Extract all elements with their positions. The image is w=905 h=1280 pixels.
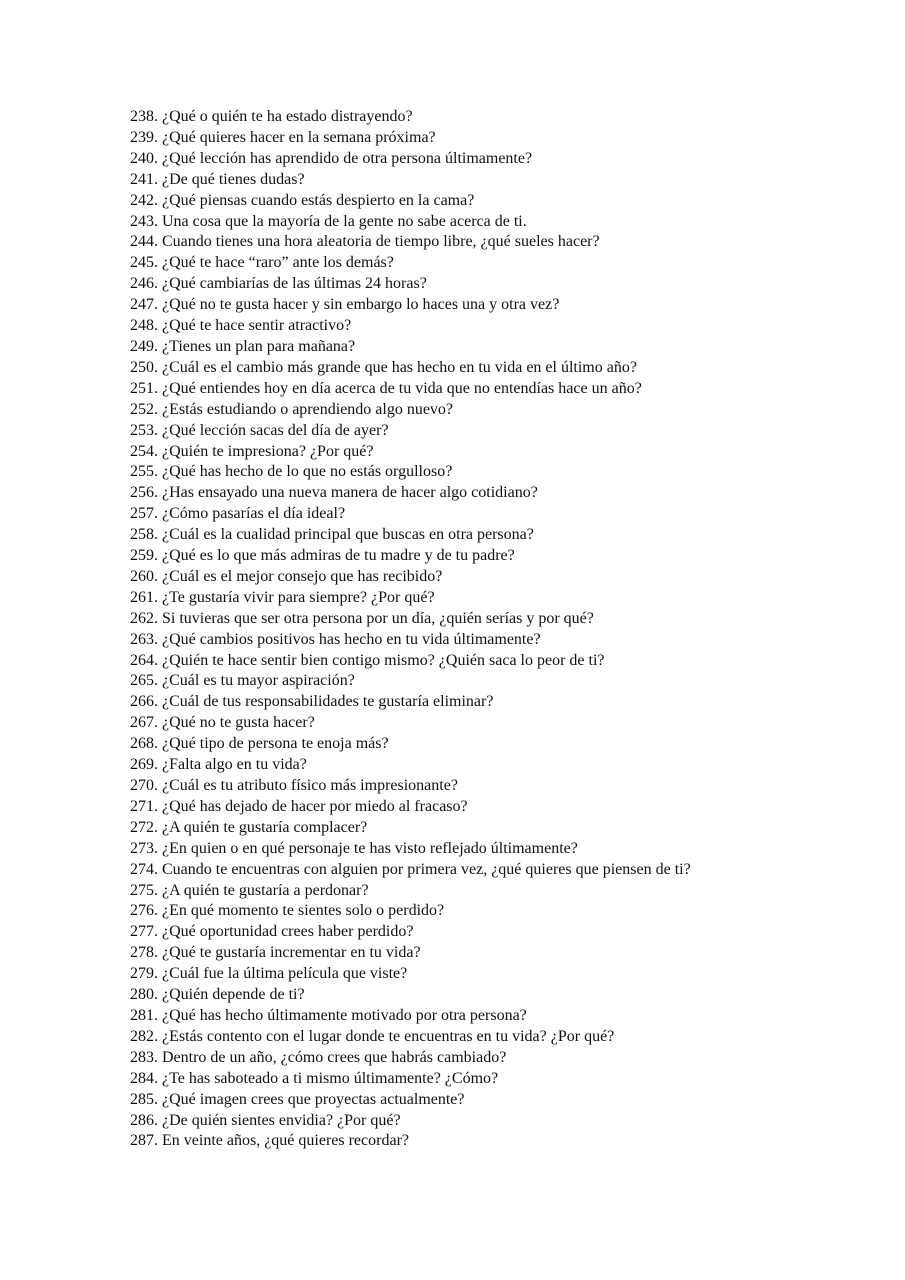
list-item: 247. ¿Qué no te gusta hacer y sin embargo lo haces una y otra vez? bbox=[130, 296, 560, 314]
list-item: 262. Si tuvieras que ser otra persona por un día, ¿quién serías y por qué? bbox=[130, 609, 594, 627]
list-item: 240. ¿Qué lección has aprendido de otra persona últimamente? bbox=[130, 149, 533, 167]
list-item: 274. Cuando te encuentras con alguien por primera vez, ¿qué quieres que piensen de ti? bbox=[130, 860, 691, 878]
list-item: 285. ¿Qué imagen crees que proyectas actualmente? bbox=[130, 1090, 465, 1108]
list-item: 258. ¿Cuál es la cualidad principal que buscas en otra persona? bbox=[130, 526, 534, 544]
list-item: 252. ¿Estás estudiando o aprendiendo algo nuevo? bbox=[130, 400, 454, 418]
list-item: 249. ¿Tienes un plan para mañana? bbox=[130, 337, 356, 355]
list-item: 276. ¿En qué momento te sientes solo o perdido? bbox=[130, 902, 445, 920]
list-item: 273. ¿En quien o en qué personaje te has visto reflejado últimamente? bbox=[130, 839, 578, 857]
list-item: 260. ¿Cuál es el mejor consejo que has recibido? bbox=[130, 567, 443, 585]
list-item: 281. ¿Qué has hecho últimamente motivado por otra persona? bbox=[130, 1006, 527, 1024]
list-item: 277. ¿Qué oportunidad crees haber perdido? bbox=[130, 923, 414, 941]
list-item: 271. ¿Qué has dejado de hacer por miedo al fracaso? bbox=[130, 797, 468, 815]
list-item: 251. ¿Qué entiendes hoy en día acerca de tu vida que no entendías hace un año? bbox=[130, 379, 642, 397]
list-item: 242. ¿Qué piensas cuando estás despierto en la cama? bbox=[130, 191, 475, 209]
list-item: 280. ¿Quién depende de ti? bbox=[130, 986, 305, 1004]
list-item: 243. Una cosa que la mayoría de la gente no sabe acerca de ti. bbox=[130, 212, 527, 230]
list-item: 259. ¿Qué es lo que más admiras de tu madre y de tu padre? bbox=[130, 547, 515, 565]
list-item: 253. ¿Qué lección sacas del día de ayer? bbox=[130, 421, 389, 439]
list-item: 263. ¿Qué cambios positivos has hecho en tu vida últimamente? bbox=[130, 630, 541, 648]
list-item: 287. En veinte años, ¿qué quieres recordar? bbox=[130, 1132, 409, 1150]
list-item: 238. ¿Qué o quién te ha estado distrayendo? bbox=[130, 108, 413, 125]
list-item: 278. ¿Qué te gustaría incrementar en tu vida? bbox=[130, 944, 421, 962]
list-item: 244. Cuando tienes una hora aleatoria de tiempo libre, ¿qué sueles hacer? bbox=[130, 233, 600, 251]
list-item: 255. ¿Qué has hecho de lo que no estás orgulloso? bbox=[130, 463, 453, 481]
list-item: 241. ¿De qué tienes dudas? bbox=[130, 170, 305, 188]
list-item: 272. ¿A quién te gustaría complacer? bbox=[130, 818, 368, 836]
list-item: 254. ¿Quién te impresiona? ¿Por qué? bbox=[130, 442, 374, 460]
list-item: 283. Dentro de un año, ¿cómo crees que habrás cambiado? bbox=[130, 1048, 507, 1066]
question-list bbox=[130, 107, 691, 1152]
list-item: 265. ¿Cuál es tu mayor aspiración? bbox=[130, 672, 355, 690]
list-item: 246. ¿Qué cambiarías de las últimas 24 horas? bbox=[130, 275, 427, 293]
list-item: 257. ¿Cómo pasarías el día ideal? bbox=[130, 505, 346, 523]
list-item: 269. ¿Falta algo en tu vida? bbox=[130, 756, 307, 774]
list-item: 284. ¿Te has saboteado a ti mismo últimamente? ¿Cómo? bbox=[130, 1069, 499, 1087]
list-item: 282. ¿Estás contento con el lugar donde te encuentras en tu vida? ¿Por qué? bbox=[130, 1027, 615, 1045]
list-item: 261. ¿Te gustaría vivir para siempre? ¿Por qué? bbox=[130, 588, 435, 606]
list-item: 268. ¿Qué tipo de persona te enoja más? bbox=[130, 735, 389, 753]
list-item: 264. ¿Quién te hace sentir bien contigo mismo? ¿Quién saca lo peor de ti? bbox=[130, 651, 605, 669]
list-item: 286. ¿De quién sientes envidia? ¿Por qué? bbox=[130, 1111, 401, 1129]
list-item: 250. ¿Cuál es el cambio más grande que has hecho en tu vida en el último año? bbox=[130, 358, 637, 376]
list-item: 279. ¿Cuál fue la última película que viste? bbox=[130, 965, 408, 983]
list-item: 239. ¿Qué quieres hacer en la semana próxima? bbox=[130, 128, 436, 146]
list-item: 256. ¿Has ensayado una nueva manera de hacer algo cotidiano? bbox=[130, 484, 538, 502]
list-item: 248. ¿Qué te hace sentir atractivo? bbox=[130, 317, 352, 335]
list-item: 245. ¿Qué te hace “raro” ante los demás? bbox=[130, 254, 394, 272]
list-item: 275. ¿A quién te gustaría a perdonar? bbox=[130, 881, 369, 899]
list-item: 266. ¿Cuál de tus responsabilidades te gustaría eliminar? bbox=[130, 693, 494, 711]
list-item: 270. ¿Cuál es tu atributo físico más impresionante? bbox=[130, 777, 458, 794]
list-item: 267. ¿Qué no te gusta hacer? bbox=[130, 714, 315, 732]
